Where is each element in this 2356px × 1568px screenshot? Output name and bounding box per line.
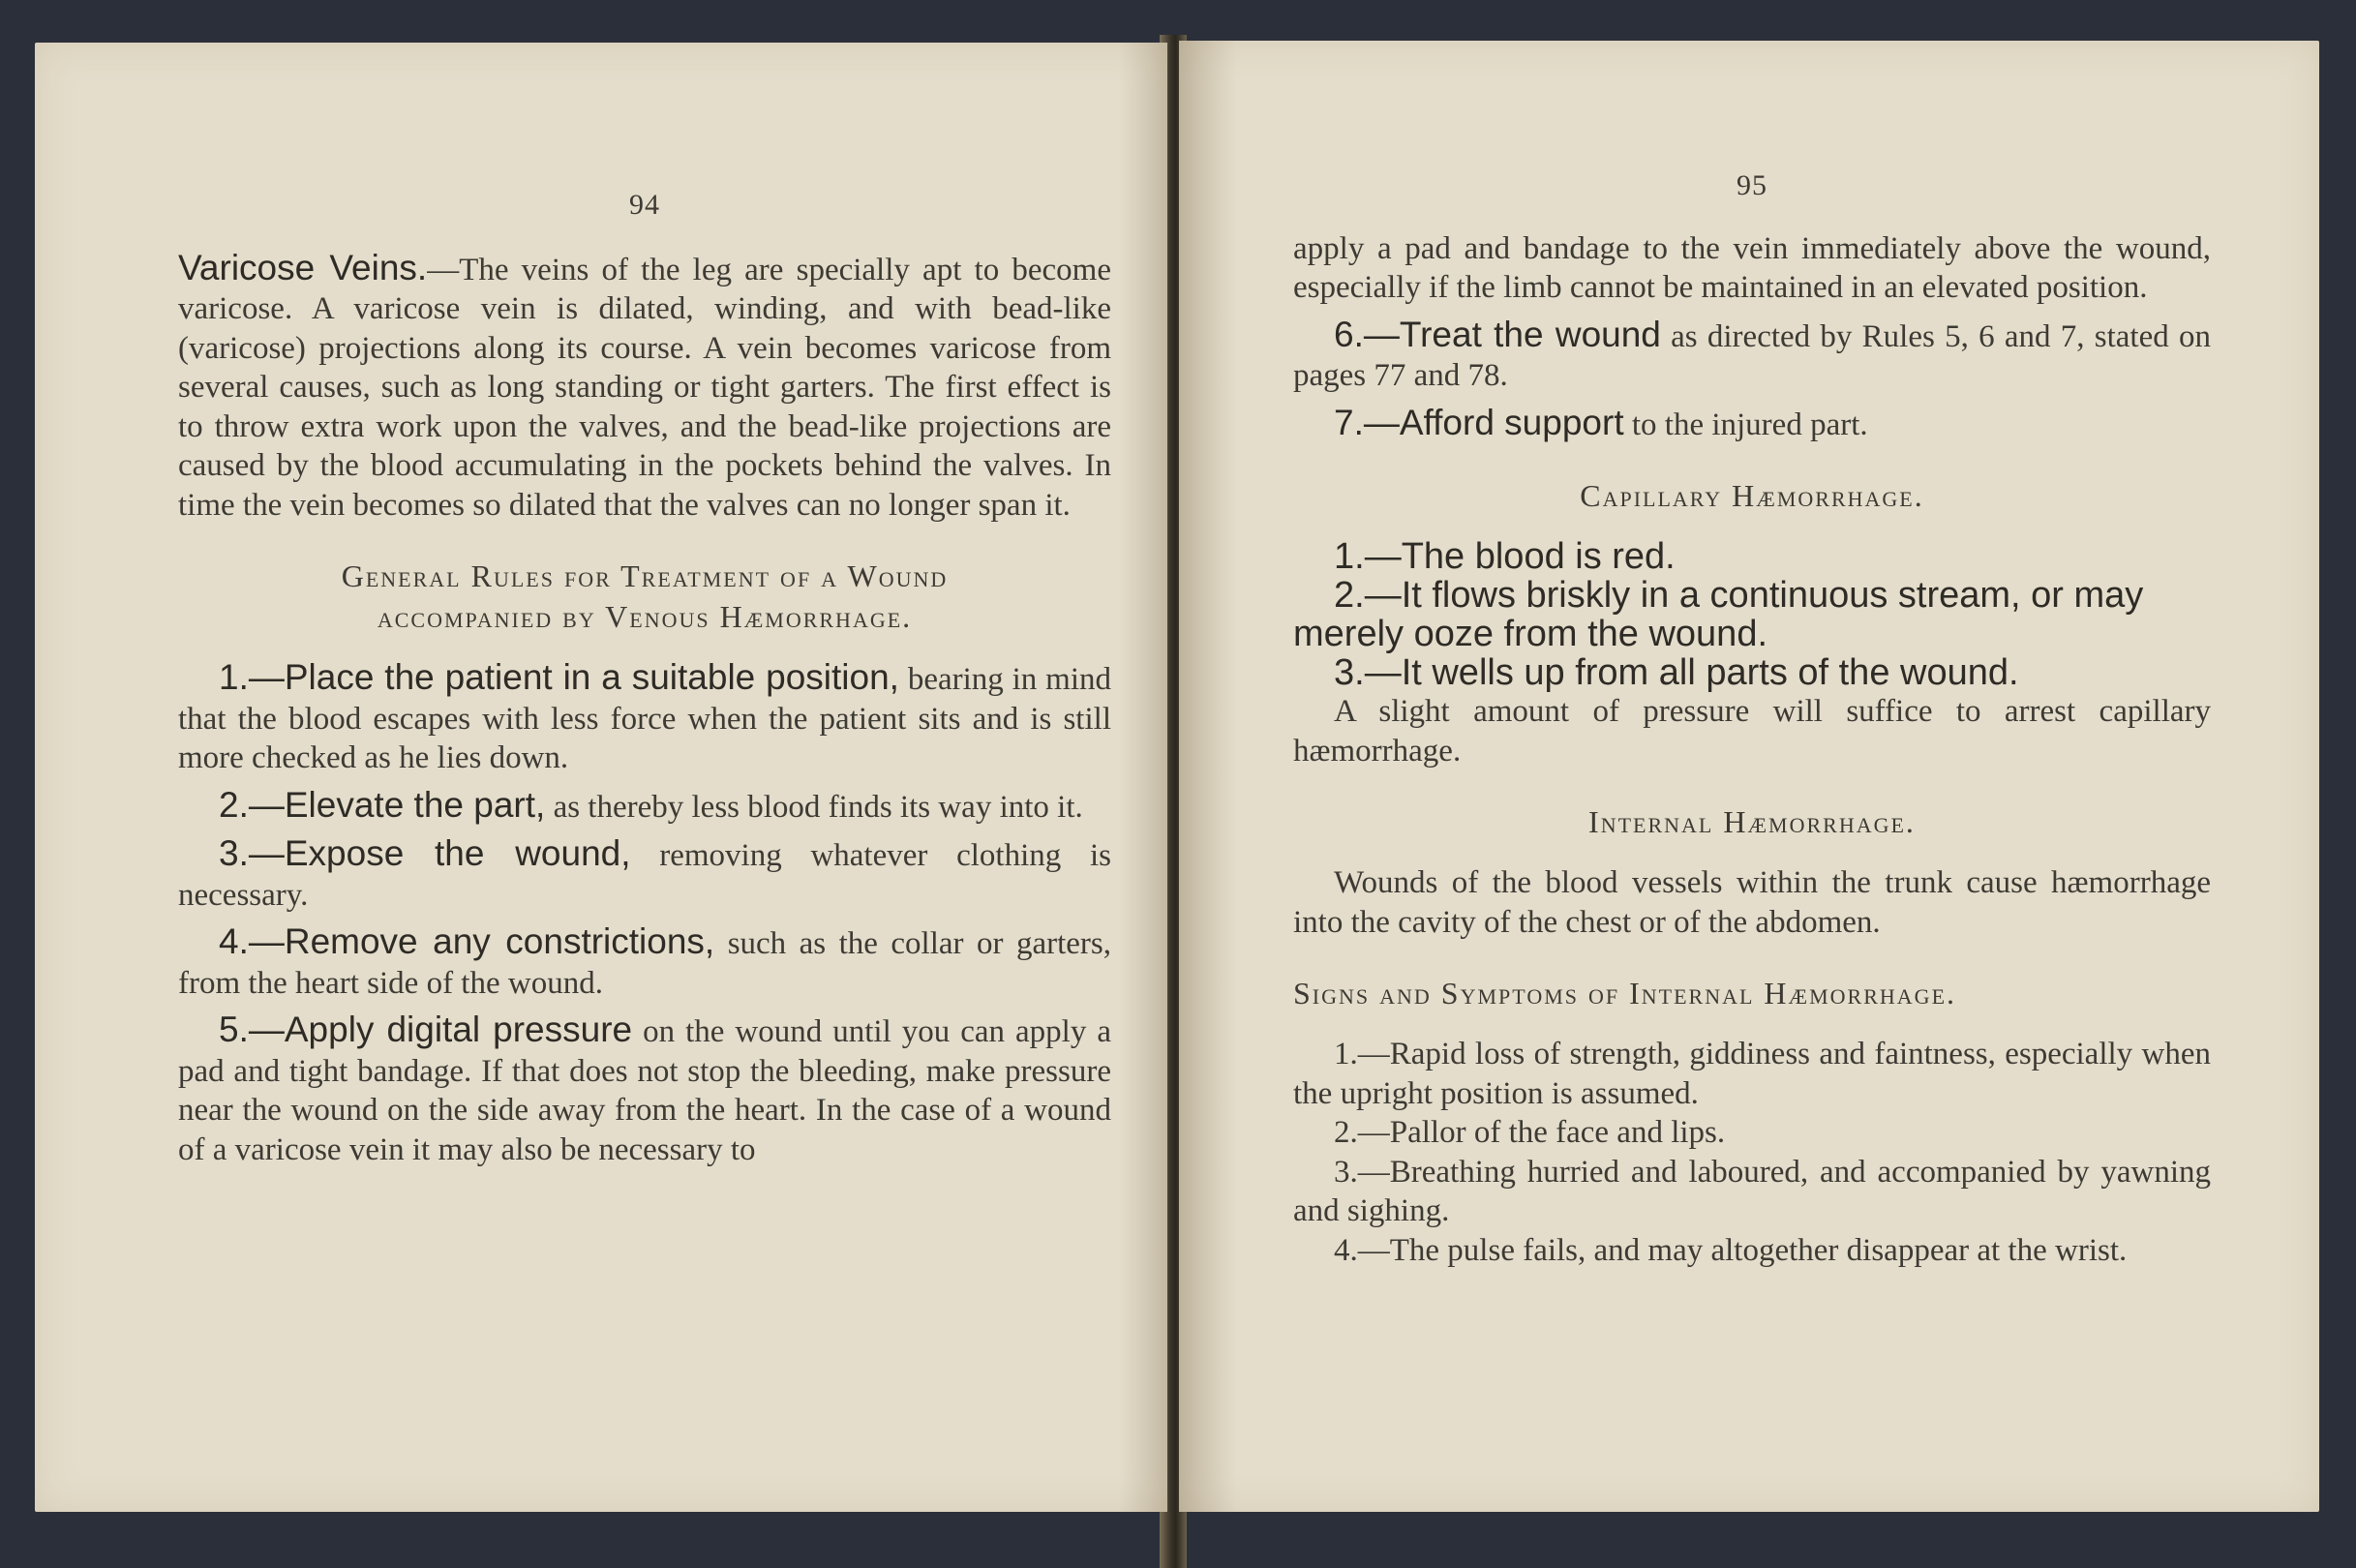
rule-text: to the injured part. bbox=[1623, 407, 1868, 442]
rule-number: 5.— bbox=[219, 1010, 285, 1049]
rule-text: on the wound until you can apply a pad and tight bandage. If that does not stop the bleeding, make pressure near the wound on the side away from the heart. In the case of a wound of a varicose vein it may also be necessary to bbox=[178, 1014, 1111, 1167]
rule-heading: Expose the wound, bbox=[284, 833, 631, 873]
rule-text: as directed by Rules 5, 6 and 7, stated on pages 77 and 78. bbox=[1293, 318, 2212, 393]
rule-item bbox=[178, 1010, 1111, 1169]
rule-heading: Afford support bbox=[1399, 402, 1624, 442]
rule-item bbox=[178, 786, 1111, 828]
rule-heading: Place the patient in a suitable position, bbox=[284, 657, 899, 697]
right-page bbox=[1179, 41, 2319, 1512]
capillary-note: A slight amount of pressure will suffice to arrest capillary hæmorrhage. bbox=[1293, 694, 2211, 769]
rule-number: 2.— bbox=[219, 784, 285, 825]
sign-item: 3.—Breathing hurried and laboured, and accompanied by yawning and sighing. bbox=[1293, 1154, 2211, 1228]
capillary-point: 3.—It wells up from all parts of the wound. bbox=[1334, 652, 2019, 693]
right-gutter-shadow bbox=[1179, 41, 1237, 1512]
rule-number: 4.— bbox=[219, 921, 285, 961]
rule-text: as thereby less blood finds its way into it. bbox=[545, 789, 1083, 825]
page-number-left: 94 bbox=[629, 189, 660, 221]
rule-heading: Remove any constrictions, bbox=[284, 921, 715, 961]
internal-heading: Internal Hæmorrhage. bbox=[1588, 804, 1916, 839]
rule-text: removing whatever clothing is necessary. bbox=[178, 838, 1111, 913]
rule-text: bearing in mind that the blood escapes with less force when the patient sits and is still more checked as he lies down. bbox=[178, 662, 1111, 775]
general-rules-heading bbox=[178, 556, 1111, 637]
rule-item bbox=[178, 658, 1111, 778]
rule-number: 6.— bbox=[1334, 314, 1400, 354]
left-page-content bbox=[178, 186, 1111, 1169]
rule-item bbox=[178, 834, 1111, 915]
general-rules-heading-line2: accompanied by Venous Hæmorrhage. bbox=[377, 599, 913, 634]
rule-number: 7.— bbox=[1334, 402, 1400, 442]
capillary-point: 1.—The blood is red. bbox=[1334, 536, 1676, 577]
general-rules-heading-line1: General Rules for Treatment of a Wound bbox=[341, 558, 949, 593]
rule-item bbox=[1293, 316, 2211, 396]
right-page-content bbox=[1293, 166, 2211, 1270]
rule-number: 3.— bbox=[219, 833, 285, 873]
varicose-heading: Varicose Veins. bbox=[178, 247, 428, 287]
page-number-right: 95 bbox=[1737, 169, 1767, 201]
left-gutter-shadow bbox=[1119, 43, 1167, 1512]
rule-heading: Apply digital pressure bbox=[284, 1010, 633, 1049]
rule-text: such as the collar or garters, from the heart side of the wound. bbox=[178, 926, 1112, 1001]
capillary-point: 2.—It flows briskly in a continuous stream, or may merely ooze from the wound. bbox=[1293, 575, 2144, 654]
sign-item: 1.—Rapid loss of strength, giddiness and faintness, especially when the upright position is assumed. bbox=[1293, 1037, 2211, 1111]
signs-heading: Signs and Symptoms of Internal Hæmorrhage. bbox=[1293, 976, 1957, 1010]
sign-item: 4.—The pulse fails, and may altogether disappear at the wrist. bbox=[1334, 1232, 2128, 1268]
rule-heading: Elevate the part, bbox=[284, 784, 546, 825]
left-page bbox=[35, 43, 1167, 1512]
sign-item: 2.—Pallor of the face and lips. bbox=[1334, 1115, 1726, 1150]
varicose-paragraph bbox=[178, 249, 1111, 526]
internal-text: Wounds of the blood vessels within the trunk cause hæmorrhage into the cavity of the chest or of the abdomen. bbox=[1293, 865, 2211, 940]
continuation-paragraph: apply a pad and bandage to the vein immediately above the wound, especially if the limb cannot be maintained in an elevated position. bbox=[1293, 230, 2211, 305]
varicose-text: —The veins of the leg are specially apt to become varicose. A varicose vein is dilated, winding, and with bead-like (varicose) projections along its course. A vein becomes varicose from several causes, such as long standing or tight garters. The first effect is to throw extra work upon the valves, and the bead-like projections are caused by the blood accumulating in the pockets behind the valves. In time the vein becomes so dilated that the valves can no longer span it. bbox=[178, 252, 1111, 523]
capillary-heading: Capillary Hæmorrhage. bbox=[1580, 478, 1924, 513]
rule-heading: Treat the wound bbox=[1399, 314, 1661, 354]
rule-number: 1.— bbox=[219, 657, 285, 697]
rule-item bbox=[1293, 404, 2211, 445]
rule-item bbox=[178, 922, 1111, 1003]
